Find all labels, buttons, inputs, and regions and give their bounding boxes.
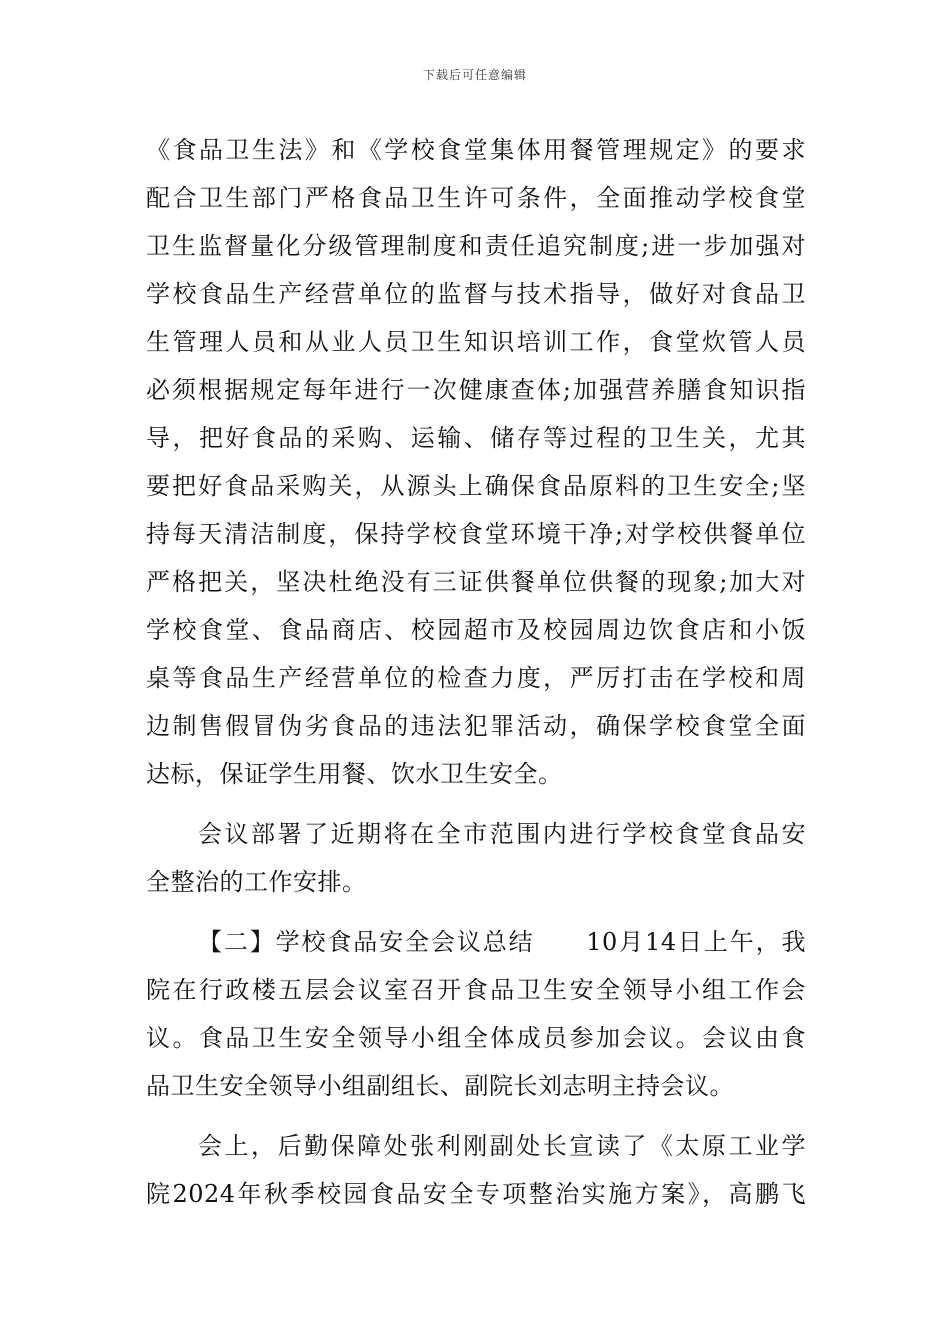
page-header: 下载后可任意编辑 <box>422 68 527 82</box>
text-line: 会上，后勤保障处张利刚副处长宣读了《太原工业学 <box>198 1132 806 1160</box>
text-line: 必须根据规定每年进行一次健康查体;加强营养膳食知识指 <box>146 376 806 404</box>
text-line: 院在行政楼五层会议室召开食品卫生安全领导小组工作会 <box>146 976 806 1004</box>
text-line: 生管理人员和从业人员卫生知识培训工作，食堂炊管人员 <box>146 328 806 356</box>
text-line: 【二】学校食品安全会议总结 10月14日上午，我 <box>198 928 806 956</box>
document-body <box>146 126 806 1218</box>
text-line: 边制售假冒伪劣食品的违法犯罪活动，确保学校食堂全面 <box>146 712 806 740</box>
paragraph-gap <box>146 906 806 918</box>
text-line: 品卫生安全领导小组副组长、副院长刘志明主持会议。 <box>146 1072 734 1100</box>
paragraph-meeting-deployment <box>146 810 806 906</box>
text-line: 会议部署了近期将在全市范围内进行学校食堂食品安 <box>198 820 806 848</box>
text-line: 学校食堂、食品商店、校园超市及校园周边饮食店和小饭 <box>146 616 806 644</box>
text-line: 桌等食品生产经营单位的检查力度，严厉打击在学校和周 <box>146 664 806 692</box>
paragraph-meeting-proceedings <box>146 1122 806 1218</box>
text-line: 议。食品卫生安全领导小组全体成员参加会议。会议由食 <box>146 1024 806 1052</box>
text-line: 卫生监督量化分级管理制度和责任追究制度;进一步加强对 <box>146 232 806 260</box>
text-line: 院2024年秋季校园食品安全专项整治实施方案》，高鹏飞 <box>146 1180 806 1208</box>
text-line: 持每天清洁制度，保持学校食堂环境干净;对学校供餐单位 <box>146 520 806 548</box>
text-line: 严格把关，坚决杜绝没有三证供餐单位供餐的现象;加大对 <box>146 568 806 596</box>
paragraph-food-safety-requirements <box>146 126 806 798</box>
text-line: 达标，保证学生用餐、饮水卫生安全。 <box>146 760 563 788</box>
text-line: 要把好食品采购关，从源头上确保食品原料的卫生安全;坚 <box>146 472 806 500</box>
text-line: 学校食品生产经营单位的监督与技术指导，做好对食品卫 <box>146 280 806 308</box>
text-line: 配合卫生部门严格食品卫生许可条件，全面推动学校食堂 <box>146 184 806 212</box>
text-line: 导，把好食品的采购、运输、储存等过程的卫生关，尤其 <box>146 424 806 452</box>
paragraph-gap <box>146 1110 806 1122</box>
paragraph-meeting-summary <box>146 918 806 1110</box>
paragraph-gap <box>146 798 806 810</box>
text-line: 全整治的工作安排。 <box>146 868 367 896</box>
text-line: 《食品卫生法》和《学校食堂集体用餐管理规定》的要求 <box>146 136 806 164</box>
